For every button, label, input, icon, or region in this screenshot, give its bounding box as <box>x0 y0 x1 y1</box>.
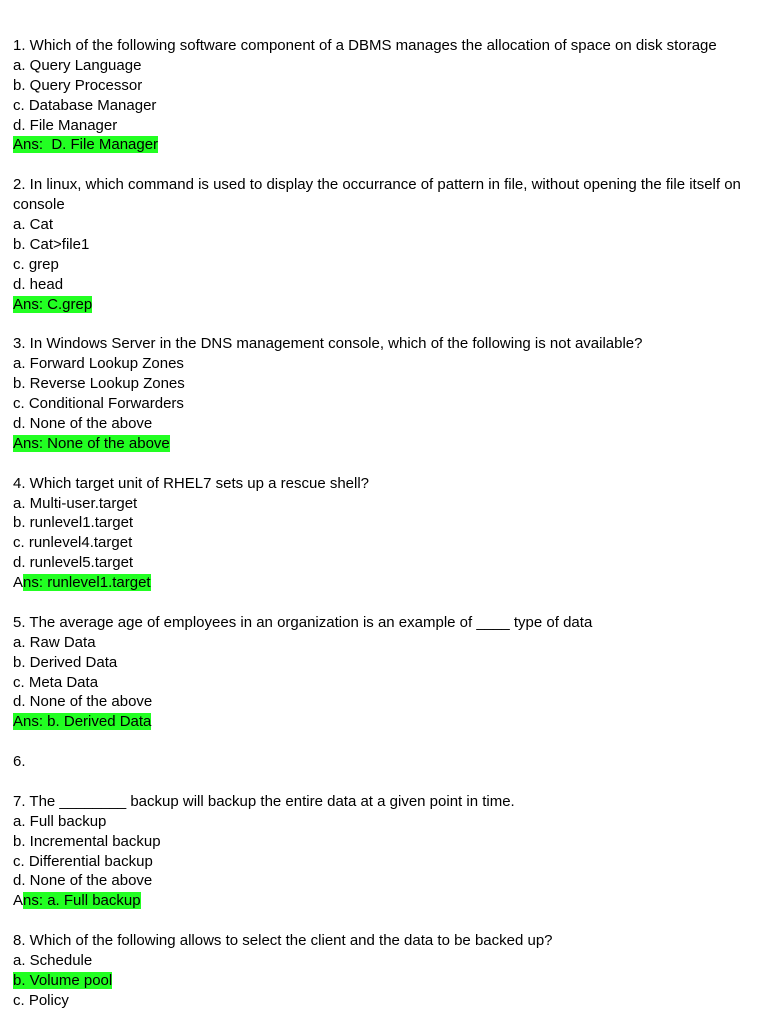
answer-highlight: ns: a. Full backup <box>23 892 141 910</box>
answer-highlight: Ans: D. File Manager <box>13 136 159 154</box>
question-block <box>13 613 753 752</box>
option-a: a. Cat <box>13 216 54 234</box>
answer-highlight: Ans: None of the above <box>13 434 170 452</box>
question-block <box>13 752 753 792</box>
option-b: b. Derived Data <box>13 653 118 671</box>
option-c: c. runlevel4.target <box>13 534 133 552</box>
option-c: c. Meta Data <box>13 673 99 691</box>
option-c: c. Conditional Forwarders <box>13 395 184 413</box>
option-d: d. runlevel5.target <box>13 554 134 572</box>
option-a: a. Forward Lookup Zones <box>13 355 184 373</box>
answer-prefix: A <box>13 892 24 910</box>
answer-highlight: ns: runlevel1.target <box>23 574 151 592</box>
answer-highlight: Ans: C.grep <box>13 295 93 313</box>
option-d: d. File Manager <box>13 116 118 134</box>
question-text: 5. The average age of employees in an organization is an example of ____ type of data <box>13 613 593 631</box>
option-a: a. Raw Data <box>13 633 96 651</box>
option-c: c. Differential backup <box>13 852 153 870</box>
option-d: d. head <box>13 275 64 293</box>
option-a: a. Query Language <box>13 56 142 74</box>
question-block <box>13 175 753 334</box>
option-a: a. Schedule <box>13 952 93 969</box>
question-block <box>13 931 753 1011</box>
question-text: 1. Which of the following software component of a DBMS manages the allocation of space on disk storage <box>13 37 717 54</box>
question-text: 4. Which target unit of RHEL7 sets up a rescue shell? <box>13 474 370 492</box>
option-d: d. None of the above <box>13 414 153 432</box>
question-block <box>13 792 753 931</box>
option-b: b. runlevel1.target <box>13 514 134 532</box>
answer-prefix: A <box>13 574 24 592</box>
option-c: c. grep <box>13 255 59 273</box>
option-b: b. Query Processor <box>13 76 143 94</box>
question-block <box>13 474 753 613</box>
option-a: a. Full backup <box>13 812 107 830</box>
option-d: d. None of the above <box>13 872 153 890</box>
question-block <box>13 334 753 473</box>
question-text: 8. Which of the following allows to select the client and the data to be backed up? <box>13 932 553 950</box>
question-text: 6. <box>13 753 26 771</box>
answer-line <box>13 891 753 911</box>
question-text: 3. In Windows Server in the DNS management console, which of the following is not available? <box>13 335 643 353</box>
question-text: 7. The ________ backup will backup the entire data at a given point in time. <box>13 792 515 810</box>
answer-line <box>13 573 753 593</box>
option-b: b. Cat>file1 <box>13 235 90 253</box>
question-block <box>13 36 753 175</box>
option-b: b. Reverse Lookup Zones <box>13 375 185 393</box>
option-c: c. Database Manager <box>13 96 157 114</box>
question-text: 2. In linux, which command is used to display the occurrance of pattern in file, without opening the file itself on console <box>13 176 741 214</box>
answer-highlight: Ans: b. Derived Data <box>13 713 152 731</box>
option-b: b. Incremental backup <box>13 832 161 850</box>
option-b-highlighted: b. Volume pool <box>13 971 113 989</box>
quiz-document <box>13 36 753 1011</box>
option-a: a. Multi-user.target <box>13 494 138 512</box>
option-d: d. None of the above <box>13 693 153 711</box>
option-c: c. Policy <box>13 991 69 1009</box>
